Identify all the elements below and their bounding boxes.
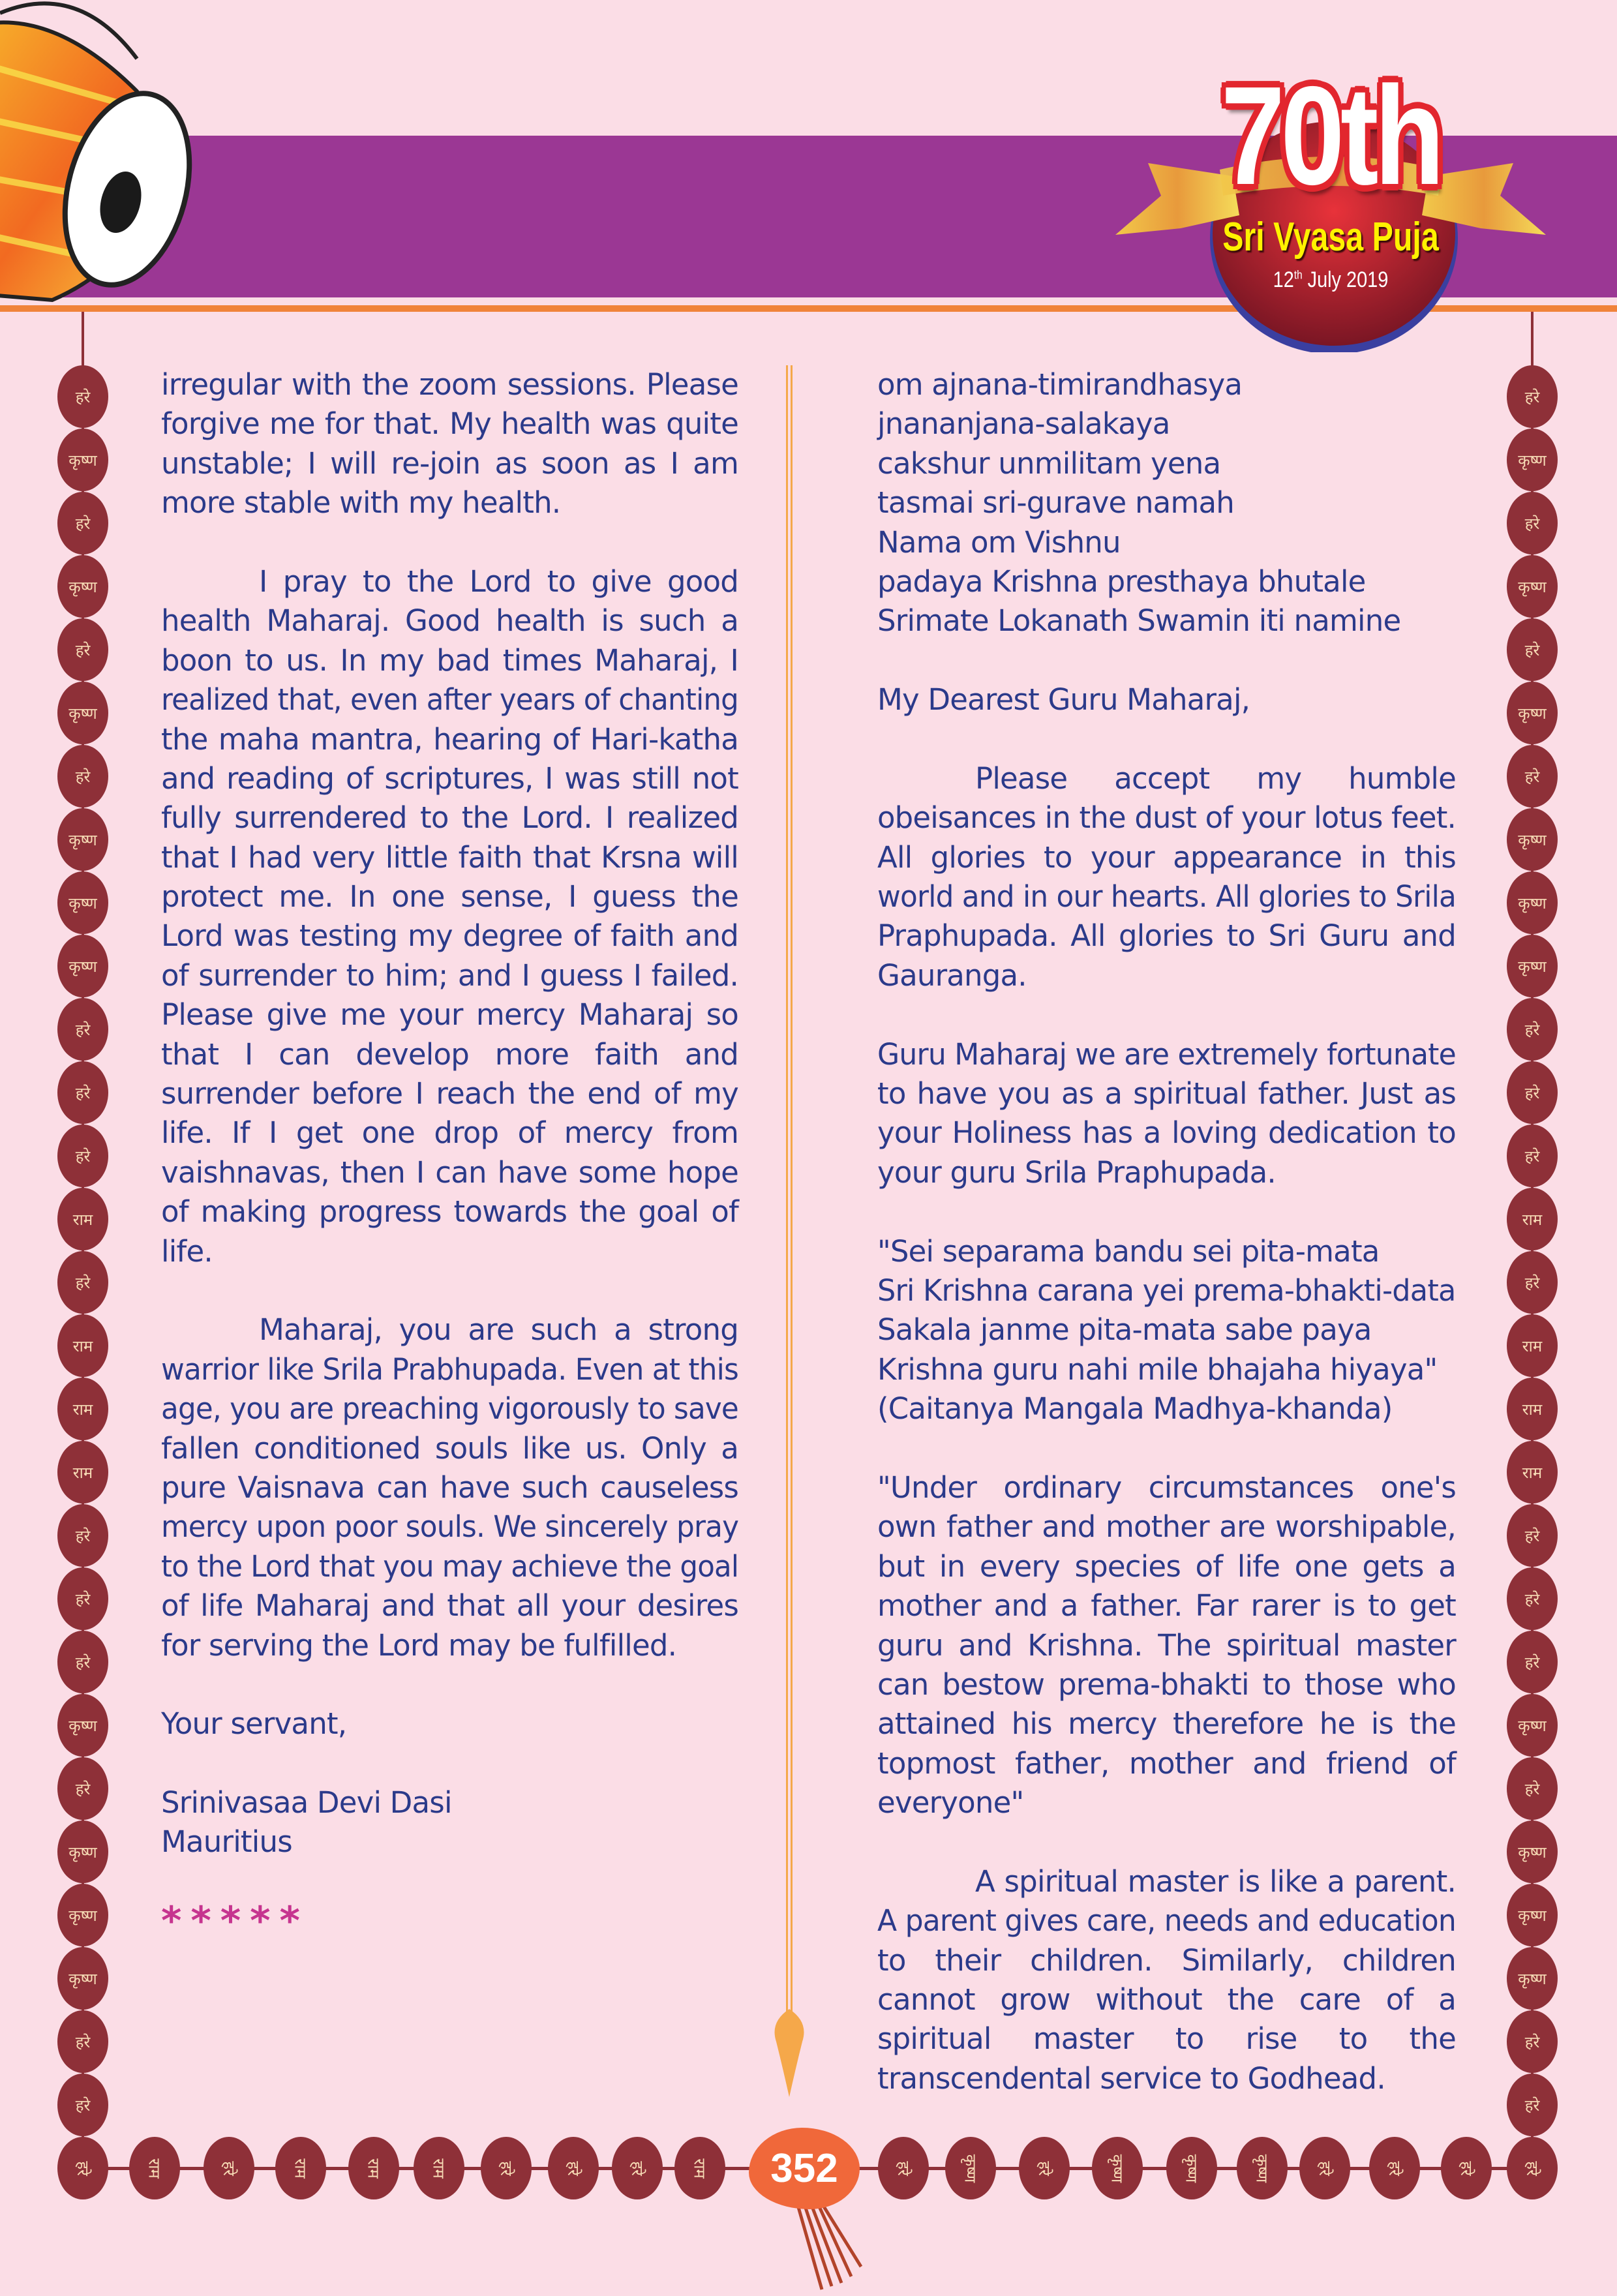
text-line: "Under ordinary circumstances one's xyxy=(877,1470,1456,1505)
bead-label: हरे xyxy=(1524,1020,1540,1039)
badge-number: 70th xyxy=(1220,57,1441,214)
mala-bead xyxy=(57,2137,108,2199)
text-line: mercy upon poor souls. We sincerely pray xyxy=(161,1509,739,1545)
bead-label: हरे xyxy=(1524,1083,1540,1102)
mala-bead xyxy=(612,2137,663,2199)
text-line: My Dearest Guru Maharaj, xyxy=(877,682,1250,718)
mala-bead xyxy=(1507,745,1558,808)
mala-bead xyxy=(1299,2137,1350,2199)
text-line: your Holiness has a loving dedication to xyxy=(877,1115,1456,1151)
mala-bead xyxy=(57,429,108,491)
mala-bead xyxy=(57,2010,108,2073)
text-line: fallen conditioned souls like us. Only a xyxy=(161,1430,738,1466)
mala-bead xyxy=(1507,808,1558,871)
mala-bead xyxy=(878,2137,929,2199)
mala-bead xyxy=(1507,1947,1558,2010)
text-line: "Sei separama bandu sei pita-mata xyxy=(877,1233,1380,1269)
bead-label: हरे xyxy=(1035,2160,1053,2176)
text-line: Please accept my humble xyxy=(975,761,1456,796)
text-line: guru and Krishna. The spiritual master xyxy=(877,1627,1456,1663)
text-line: boon to us. In my bad times Maharaj, I xyxy=(161,642,738,678)
bead-label: राम xyxy=(72,1463,93,1482)
bead-label: कृष्ण xyxy=(68,577,97,596)
mala-bead xyxy=(1507,555,1558,618)
text-line: to have you as a spiritual father. Just as xyxy=(877,1076,1456,1111)
bead-label: हरे xyxy=(1524,1653,1540,1672)
bead-label: कृष्ण xyxy=(1518,830,1547,849)
bead-label: हरे xyxy=(75,767,91,786)
mala-bead xyxy=(1507,1251,1558,1314)
text-line: age, you are preaching vigorously to save xyxy=(161,1391,738,1427)
bead-label: हरे xyxy=(1524,514,1540,533)
bead-label: कृष्ण xyxy=(68,704,97,723)
mala-bead xyxy=(1507,1504,1558,1567)
bead-label: राम xyxy=(1522,1400,1543,1419)
mala-bead xyxy=(1507,1631,1558,1693)
bead-label: राम xyxy=(429,2158,448,2179)
text-line: forgive me for that. My health was quite xyxy=(161,406,738,442)
text-line: the maha mantra, hearing of Hari-katha xyxy=(161,721,738,757)
text-line: transcendental service to Godhead. xyxy=(877,2061,1385,2096)
bead-label: हरे xyxy=(75,1020,91,1039)
text-line: Praphupada. All glories to Sri Guru and xyxy=(877,918,1456,954)
bead-label: कृष्ण xyxy=(68,894,97,913)
bead-label: हरे xyxy=(1524,767,1540,786)
text-line: irregular with the zoom sessions. Please xyxy=(161,367,738,402)
mala-bead xyxy=(945,2137,996,2199)
text-line: life. If I get one drop of mercy from xyxy=(161,1115,738,1151)
bead-label: हरे xyxy=(75,1147,91,1166)
mala-bead xyxy=(1507,1378,1558,1440)
bead-label: राम xyxy=(690,2158,709,2179)
bead-label: राम xyxy=(364,2158,383,2179)
bead-label: हरे xyxy=(1522,2160,1541,2176)
text-line: Maharaj, you are such a strong xyxy=(259,1312,738,1348)
bead-label: हरे xyxy=(1385,2160,1404,2176)
mala-bead xyxy=(57,871,108,934)
text-line: of making progress towards the goal of xyxy=(161,1194,738,1230)
bead-label: हरे xyxy=(1315,2160,1334,2176)
mala-bead xyxy=(1507,1694,1558,1757)
text-line: fully surrendered to the Lord. I realized xyxy=(161,800,738,836)
bead-label: हरे xyxy=(75,1590,91,1609)
separator-stars: ***** xyxy=(161,1898,309,1944)
mala-bead xyxy=(57,935,108,997)
text-line: Nama om Vishnu xyxy=(877,524,1121,560)
bead-label: हरे xyxy=(75,1526,91,1545)
paragraph-spacer xyxy=(877,641,1456,680)
text-line: vaishnavas, then I can have some hope xyxy=(161,1155,738,1190)
bead-label: हरे xyxy=(894,2160,913,2176)
mala-bead xyxy=(57,618,108,681)
bead-label: राम xyxy=(291,2158,310,2179)
mala-bead xyxy=(57,1694,108,1757)
text-line: padaya Krishna presthaya bhutale xyxy=(877,564,1366,599)
bead-label: कृष्ण xyxy=(1252,2154,1271,2183)
text-line: that I can develop more faith and xyxy=(161,1036,738,1072)
mala-bead xyxy=(1441,2137,1492,2199)
paragraph-spacer xyxy=(161,523,738,562)
date-suffix: th xyxy=(1293,268,1303,282)
text-line: to their children. Similarly, children xyxy=(877,1942,1456,1978)
bead-label: हरे xyxy=(73,2160,92,2176)
mala-bead xyxy=(1507,682,1558,744)
mala-bead xyxy=(57,1884,108,1946)
text-line: Mauritius xyxy=(161,1824,292,1860)
mala-bead xyxy=(1507,998,1558,1061)
paragraph-spacer xyxy=(161,1744,738,1783)
bead-label: कृष्ण xyxy=(1518,704,1547,723)
mala-bead xyxy=(1507,1567,1558,1630)
text-line: own father and mother are worshipable, xyxy=(877,1509,1456,1545)
mala-bead xyxy=(414,2137,464,2199)
mridanga-drum-icon xyxy=(0,0,209,320)
bead-label: कृष्ण xyxy=(1518,894,1547,913)
mala-bead xyxy=(1019,2137,1070,2199)
text-line: Srinivasaa Devi Dasi xyxy=(161,1785,452,1820)
column-divider xyxy=(786,365,793,2012)
mala-bead xyxy=(57,682,108,744)
mala-bead xyxy=(1507,2010,1558,2073)
bead-label: कृष्ण xyxy=(68,1716,97,1735)
text-line: warrior like Srila Prabhupada. Even at this xyxy=(161,1352,738,1387)
bead-label: हरे xyxy=(75,641,91,659)
mala-bead xyxy=(481,2137,532,2199)
date-day: 12 xyxy=(1273,267,1294,292)
text-line: Srimate Lokanath Swamin iti namine xyxy=(877,603,1401,639)
mala-bead xyxy=(57,1567,108,1630)
mala-bead xyxy=(1237,2137,1288,2199)
text-line: I pray to the Lord to give good xyxy=(259,564,738,599)
mala-bead xyxy=(57,1314,108,1377)
bead-label: कृष्ण xyxy=(68,957,97,976)
mala-bead xyxy=(1507,1757,1558,1820)
mala-bead xyxy=(57,1378,108,1440)
text-line: Guru Maharaj we are extremely fortunate xyxy=(877,1036,1456,1072)
mala-bead xyxy=(57,1441,108,1503)
text-line: A parent gives care, needs and education xyxy=(877,1903,1456,1939)
bead-label: कृष्ण xyxy=(1518,957,1547,976)
bead-label: हरे xyxy=(1524,2096,1540,2115)
paragraph-spacer xyxy=(161,1271,738,1310)
bead-label: कृष्ण xyxy=(961,2154,980,2183)
mala-bead xyxy=(57,998,108,1061)
mala-bead xyxy=(57,1188,108,1250)
bead-label: राम xyxy=(1522,1463,1543,1482)
tassel-icon xyxy=(783,2198,881,2296)
text-line: life. xyxy=(161,1233,213,1269)
anniversary-badge xyxy=(1102,57,1559,352)
text-line: and reading of scriptures, I was still not xyxy=(161,761,738,796)
badge-title: Sri Vyasa Puja xyxy=(1222,215,1439,260)
bead-label: हरे xyxy=(75,1083,91,1102)
mala-bead xyxy=(1507,618,1558,681)
mala-bead xyxy=(204,2137,254,2199)
text-line: surrender before I reach the end of my xyxy=(161,1076,738,1111)
text-line: om ajnana-timirandhasya xyxy=(877,367,1243,402)
paragraph-spacer xyxy=(877,995,1456,1035)
text-line: health Maharaj. Good health is such a xyxy=(161,603,738,639)
mala-bead xyxy=(1166,2137,1217,2199)
text-line: Your servant, xyxy=(161,1706,347,1742)
mala-bead xyxy=(57,1061,108,1124)
bead-label: कृष्ण xyxy=(1518,577,1547,596)
mala-bead xyxy=(1507,1441,1558,1503)
mala-bead xyxy=(1507,2074,1558,2136)
text-line: spiritual master to rise to the xyxy=(877,2021,1456,2057)
mala-bead xyxy=(129,2137,180,2199)
mala-bead xyxy=(57,555,108,618)
mala-bead xyxy=(1507,492,1558,554)
bead-label: कृष्ण xyxy=(1108,2154,1126,2183)
text-line: (Caitanya Mangala Madhya-khanda) xyxy=(877,1391,1393,1427)
text-line: pure Vaisnava can have such causeless xyxy=(161,1470,738,1505)
bead-label: राम xyxy=(1522,1337,1543,1355)
bead-label: हरे xyxy=(75,387,91,406)
text-line: of surrender to him; and I guess I failed. xyxy=(161,958,738,993)
mala-bead xyxy=(57,1631,108,1693)
text-line: for serving the Lord may be fulfilled. xyxy=(161,1627,677,1663)
bead-label: राम xyxy=(1522,1210,1543,1229)
bead-label: हरे xyxy=(1524,387,1540,406)
text-line: tasmai sri-gurave namah xyxy=(877,485,1234,521)
mala-bead xyxy=(57,745,108,808)
text-line: Please give me your mercy Maharaj so xyxy=(161,997,738,1033)
mala-bead xyxy=(1507,2137,1558,2199)
bead-label: हरे xyxy=(219,2160,238,2176)
bead-label: कृष्ण xyxy=(1518,451,1547,470)
text-line: but in every species of life one gets a xyxy=(877,1548,1456,1584)
bead-label: कृष्ण xyxy=(1518,1843,1547,1862)
bead-label: हरे xyxy=(75,1273,91,1292)
mala-bead xyxy=(1507,1188,1558,1250)
bead-label: हरे xyxy=(1524,1273,1540,1292)
bead-label: कृष्ण xyxy=(68,451,97,470)
mala-bead xyxy=(275,2137,326,2199)
mala-bead xyxy=(1369,2137,1420,2199)
date-rest: July 2019 xyxy=(1302,267,1389,292)
text-line: that I had very little faith that Krsna will xyxy=(161,839,738,875)
bead-label: हरे xyxy=(564,2160,582,2176)
bead-label: हरे xyxy=(75,514,91,533)
bead-label: कृष्ण xyxy=(1182,2154,1201,2183)
mala-bead xyxy=(57,808,108,871)
bead-label: कृष्ण xyxy=(68,830,97,849)
bead-label: हरे xyxy=(1524,1526,1540,1545)
mala-bead xyxy=(57,1125,108,1187)
bead-label: राम xyxy=(72,1400,93,1419)
bead-label: हरे xyxy=(75,2096,91,2115)
page-number: 352 xyxy=(749,2128,860,2209)
mala-bead xyxy=(57,1504,108,1567)
bead-label: कृष्ण xyxy=(1518,1716,1547,1735)
text-line: jnananjana-salakaya xyxy=(877,406,1170,442)
text-line: attained his mercy therefore he is the xyxy=(877,1706,1456,1742)
mala-bead xyxy=(57,1251,108,1314)
bead-label: कृष्ण xyxy=(68,1969,97,1988)
badge-date xyxy=(1137,267,1525,293)
bead-label: राम xyxy=(72,1210,93,1229)
paragraph-spacer xyxy=(877,1822,1456,1862)
bead-label: हरे xyxy=(75,2032,91,2051)
mala-bead xyxy=(57,1947,108,2010)
mala-bead xyxy=(1507,1061,1558,1124)
bead-label: हरे xyxy=(1524,641,1540,659)
paragraph-spacer xyxy=(877,720,1456,759)
text-line: cakshur unmilitam yena xyxy=(877,446,1221,481)
paragraph-spacer xyxy=(877,1429,1456,1468)
mala-bead xyxy=(1507,1314,1558,1377)
text-line: your guru Srila Praphupada. xyxy=(877,1155,1276,1190)
bead-label: हरे xyxy=(1524,1147,1540,1166)
mala-bead xyxy=(1507,1820,1558,1883)
text-line: to the Lord that you may achieve the goal xyxy=(161,1548,739,1584)
mala-bead xyxy=(57,1820,108,1883)
bead-label: राम xyxy=(72,1337,93,1355)
drop-ornament-icon xyxy=(770,2009,809,2097)
mala-bead xyxy=(548,2137,599,2199)
mala-bead xyxy=(1507,935,1558,997)
mala-bead xyxy=(1507,871,1558,934)
bead-label: हरे xyxy=(1524,1779,1540,1798)
text-line: realized that, even after years of chanting xyxy=(161,682,738,718)
text-line: All glories to your appearance in this xyxy=(877,839,1456,875)
mala-bead xyxy=(57,2074,108,2136)
text-line: protect me. In one sense, I guess the xyxy=(161,879,738,914)
text-line: everyone" xyxy=(877,1785,1024,1820)
mala-bead xyxy=(1507,1884,1558,1946)
mala-bead xyxy=(1507,1125,1558,1187)
mala-bead xyxy=(57,365,108,428)
text-line: world and in our hearts. All glories to Srila xyxy=(877,879,1456,914)
bead-label: कृष्ण xyxy=(68,1906,97,1925)
bead-label: हरे xyxy=(1457,2160,1475,2176)
text-line: Sri Krishna carana yei prema-bhakti-data xyxy=(877,1273,1456,1308)
mala-bead xyxy=(57,492,108,554)
text-line: more stable with my health. xyxy=(161,485,561,521)
mala-bead xyxy=(348,2137,399,2199)
right-column-letter xyxy=(877,365,1456,2098)
text-line: Krishna guru nahi mile bhajaha hiyaya" xyxy=(877,1352,1438,1387)
mala-bead xyxy=(1507,429,1558,491)
bead-label: हरे xyxy=(627,2160,646,2176)
mala-bead xyxy=(1092,2137,1143,2199)
paragraph-spacer xyxy=(161,1862,738,1901)
text-line: cannot grow without the care of a xyxy=(877,1982,1456,2017)
text-line: mother and a father. Far rarer is to get xyxy=(877,1588,1456,1624)
bead-label: राम xyxy=(145,2158,164,2179)
text-line: of life Maharaj and that all your desires xyxy=(161,1588,738,1624)
bead-label: हरे xyxy=(75,1779,91,1798)
paragraph-spacer xyxy=(161,1665,738,1704)
bead-label: हरे xyxy=(75,1653,91,1672)
text-line: Gauranga. xyxy=(877,958,1027,993)
text-line: unstable; I will re-join as soon as I am xyxy=(161,446,738,481)
text-line: obeisances in the dust of your lotus feet. xyxy=(877,800,1456,836)
text-line: can bestow prema-bhakti to those who xyxy=(877,1667,1456,1702)
mala-bead xyxy=(57,1757,108,1820)
bead-label: कृष्ण xyxy=(1518,1969,1547,1988)
bead-label: कृष्ण xyxy=(68,1843,97,1862)
text-line: topmost father, mother and friend of xyxy=(877,1745,1456,1781)
mala-bead xyxy=(1507,365,1558,428)
text-line: Sakala janme pita-mata sabe paya xyxy=(877,1312,1372,1348)
bead-label: हरे xyxy=(1524,1590,1540,1609)
left-column-letter xyxy=(161,365,739,1944)
paragraph-spacer xyxy=(877,1192,1456,1231)
bead-label: हरे xyxy=(496,2160,515,2176)
text-line: Lord was testing my degree of faith and xyxy=(161,918,738,954)
mala-bead xyxy=(674,2137,725,2199)
bead-label: हरे xyxy=(1524,2032,1540,2051)
bead-label: कृष्ण xyxy=(1518,1906,1547,1925)
text-line: A spiritual master is like a parent. xyxy=(975,1864,1456,1899)
